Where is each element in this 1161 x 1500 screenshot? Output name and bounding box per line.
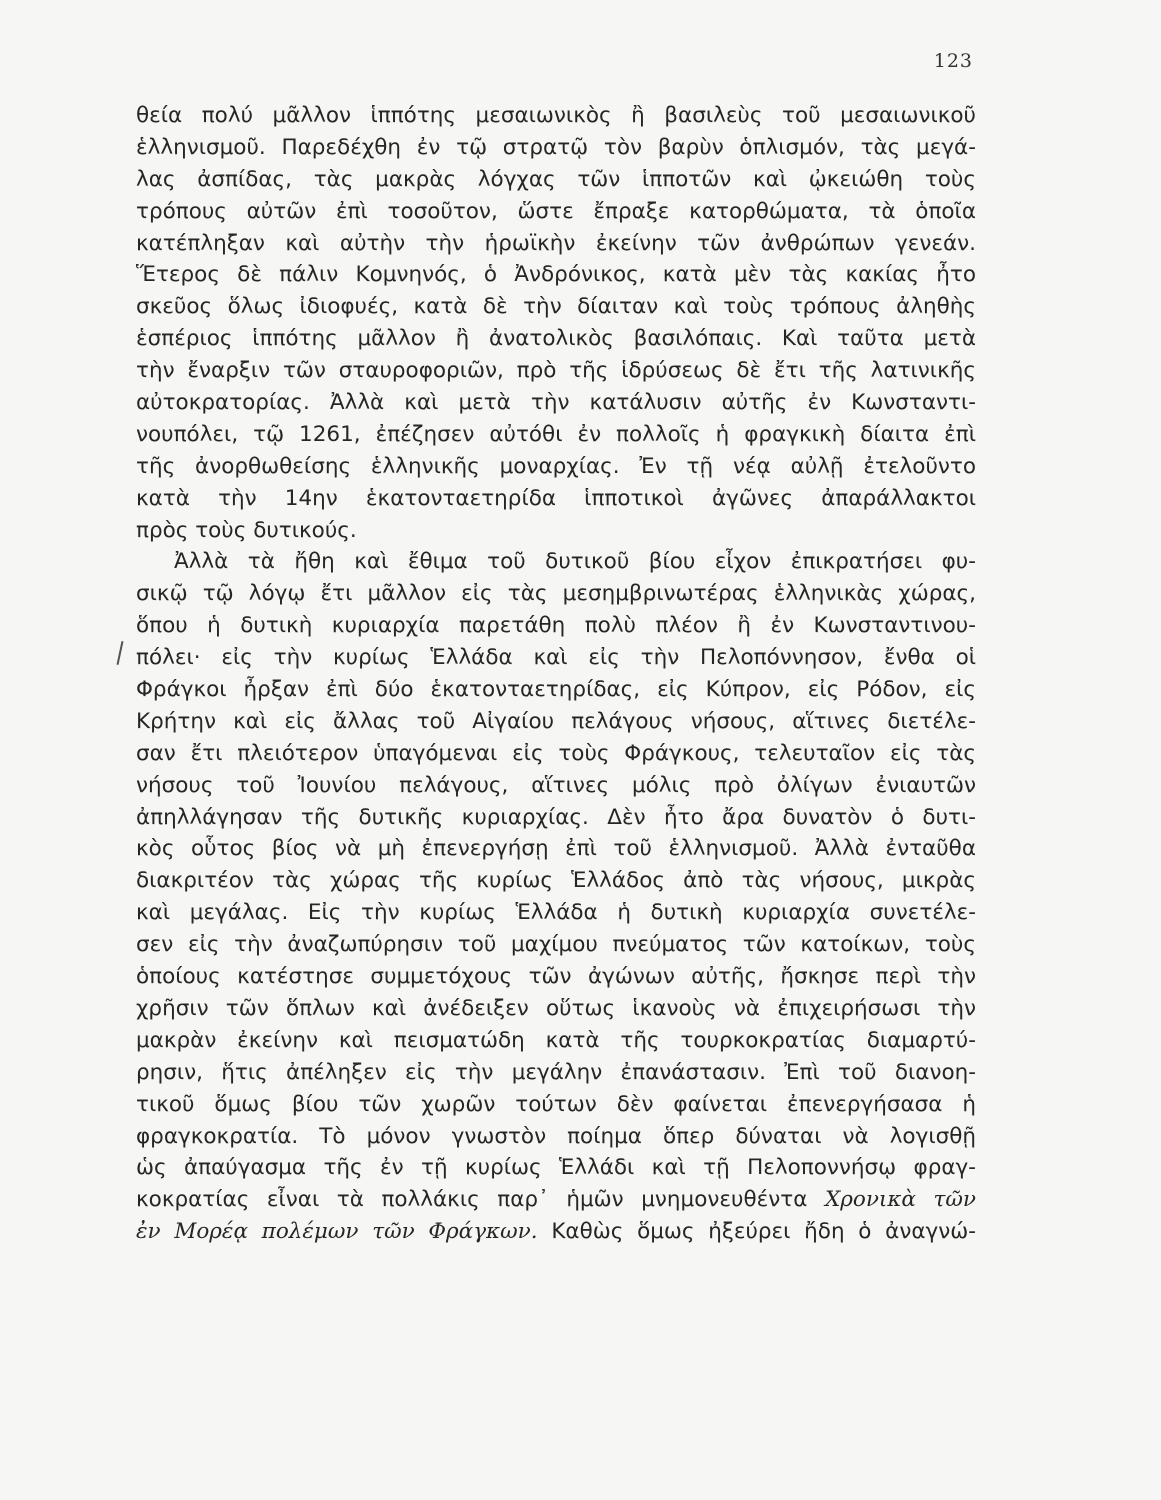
text-line: κὸς οὗτος βίος νὰ μὴ ἐπενεργήσῃ ἐπὶ τοῦ ἑλληνισμοῦ. Ἀλλὰ ἐνταῦθα [136,836,976,862]
text-line: ὅπου ἡ δυτικὴ κυριαρχία παρετάθη πολὺ πλέον ἢ ἐν Κωνσταντινου- [136,613,976,639]
text-line: ρησιν, ἥτις ἀπέληξεν εἰς τὴν μεγάλην ἐπανάστασιν. Ἐπὶ τοῦ διανοη- [136,1059,976,1085]
text-line: τῆς ἀνορθωθείσης ἑλληνικῆς μοναρχίας. Ἐν τῇ νέᾳ αὐλῇ ἐτελοῦντο [136,453,976,479]
page-number: 123 [933,50,973,72]
text-line: σαν ἔτι πλειότερον ὑπαγόμεναι εἰς τοὺς Φράγκους, τελευταῖον εἰς τὰς [136,740,976,766]
text-line-with-title [136,1216,976,1248]
body-text [136,100,976,1248]
text-line: σεν εἰς τὴν ἀναζωπύρησιν τοῦ μαχίμου πνεύματος τῶν κατοίκων, τοὺς [136,932,976,958]
chronicle-title-cont: ἐν Μορέᾳ πολέμων τῶν Φράγκων. [136,1219,538,1245]
text-line: λας ἀσπίδας, τὰς μακρὰς λόγχας τῶν ἱπποτῶν καὶ ᾠκειώθη τοὺς [136,166,976,192]
margin-pencil-mark [117,641,124,665]
text-line: ἀπηλλάγησαν τῆς δυτικῆς κυριαρχίας. Δὲν ἦτο ἄρα δυνατὸν ὁ δυτι- [136,804,976,830]
text-line: Φράγκοι ἦρξαν ἐπὶ δύο ἑκατονταετηρίδας, εἰς Κύπρον, εἰς Ρόδον, εἰς [136,677,976,703]
text-line: αὐτοκρατορίας. Ἀλλὰ καὶ μετὰ τὴν κατάλυσιν αὐτῆς ἐν Κωνσταντι- [136,390,976,416]
text-line: ἑλληνισμοῦ. Παρεδέχθη ἐν τῷ στρατῷ τὸν βαρὺν ὁπλισμόν, τὰς μεγά- [136,134,976,160]
line-text: Καθὼς ὅμως ἠξεύρει ἤδη ὁ ἀναγνώ- [551,1219,976,1245]
text-line: Κρήτην καὶ εἰς ἄλλας τοῦ Αἰγαίου πελάγους νήσους, αἵτινες διετέλε- [136,708,976,734]
text-line: κατέπληξαν καὶ αὐτὴν τὴν ἡρωϊκὴν ἐκείνην τῶν ἀνθρώπων γενεάν. [136,230,976,256]
text-line: καὶ μεγάλας. Εἰς τὴν κυρίως Ἑλλάδα ἡ δυτικὴ κυριαρχία συνετέλε- [136,900,976,926]
text-line: κατὰ τὴν 14ην ἑκατονταετηρίδα ἱπποτικοὶ ἀγῶνες ἀπαράλλακτοι [136,485,976,511]
text-line: διακριτέον τὰς χώρας τῆς κυρίως Ἑλλάδος ἀπὸ τὰς νήσους, μικρὰς [136,868,976,894]
text-line: πόλει· εἰς τὴν κυρίως Ἑλλάδα καὶ εἰς τὴν Πελοπόννησον, ἔνθα οἱ [136,645,976,671]
text-line: τὴν ἔναρξιν τῶν σταυροφοριῶν, πρὸ τῆς ἱδρύσεως δὲ ἔτι τῆς λατινικῆς [136,358,976,384]
text-line: χρῆσιν τῶν ὅπλων καὶ ἀνέδειξεν οὕτως ἱκανοὺς νὰ ἐπιχειρήσωσι τὴν [136,995,976,1021]
text-line: μακρὰν ἐκείνην καὶ πεισματώδη κατὰ τῆς τουρκοκρατίας διαμαρτύ- [136,1027,976,1053]
text-line: φραγκοκρατία. Τὸ μόνον γνωστὸν ποίημα ὅπερ δύναται νὰ λογισθῇ [136,1123,976,1149]
text-line: νήσους τοῦ Ἰουνίου πελάγους, αἵτινες μόλις πρὸ ὀλίγων ἐνιαυτῶν [136,772,976,798]
text-line: νουπόλει, τῷ 1261, ἐπέζησεν αὐτόθι ἐν πολλοῖς ἡ φραγκικὴ δίαιτα ἐπὶ [136,421,976,447]
text-line: σικῷ τῷ λόγῳ ἔτι μᾶλλον εἰς τὰς μεσημβρινωτέρας ἑλληνικὰς χώρας, [136,581,976,607]
text-line: ὡς ἀπαύγασμα τῆς ἐν τῇ κυρίως Ἑλλάδι καὶ τῇ Πελοποννήσῳ φραγ- [136,1155,976,1181]
text-line: τικοῦ ὅμως βίου τῶν χωρῶν τούτων δὲν φαίνεται ἐπενεργήσασα ἡ [136,1091,976,1117]
text-line: πρὸς τοὺς δυτικούς. [136,517,357,543]
text-line: θεία πολύ μᾶλλον ἱππότης μεσαιωνικὸς ἢ βασιλεὺς τοῦ μεσαιωνικοῦ [136,103,976,128]
paragraph-start-line: Ἀλλὰ τὰ ἤθη καὶ ἔθιμα τοῦ δυτικοῦ βίου εἶχον ἐπικρατήσει φυ- [174,549,976,575]
chronicle-title: Χρονικὰ τῶν [824,1187,976,1213]
text-line: τρόπους αὐτῶν ἐπὶ τοσοῦτον, ὥστε ἔπραξε κατορθώματα, τὰ ὁποῖα [136,198,976,224]
text-line: ἑσπέριος ἱππότης μᾶλλον ἢ ἀνατολικὸς βασιλόπαις. Καὶ ταῦτα μετὰ [136,326,976,352]
text-line-with-title [136,1184,976,1216]
text-line: σκεῦος ὅλως ἰδιοφυές, κατὰ δὲ τὴν δίαιταν καὶ τοὺς τρόπους ἀληθὴς [136,294,976,320]
line-text: κοκρατίας εἶναι τὰ πολλάκις παρ᾽ ἡμῶν μνημονευθέντα [136,1187,808,1213]
text-line: ὁποίους κατέστησε συμμετόχους τῶν ἀγώνων αὐτῆς, ἤσκησε περὶ τὴν [136,964,976,990]
text-line: Ἕτερος δὲ πάλιν Κομνηνός, ὁ Ἀνδρόνικος, κατὰ μὲν τὰς κακίας ἦτο [136,262,976,288]
